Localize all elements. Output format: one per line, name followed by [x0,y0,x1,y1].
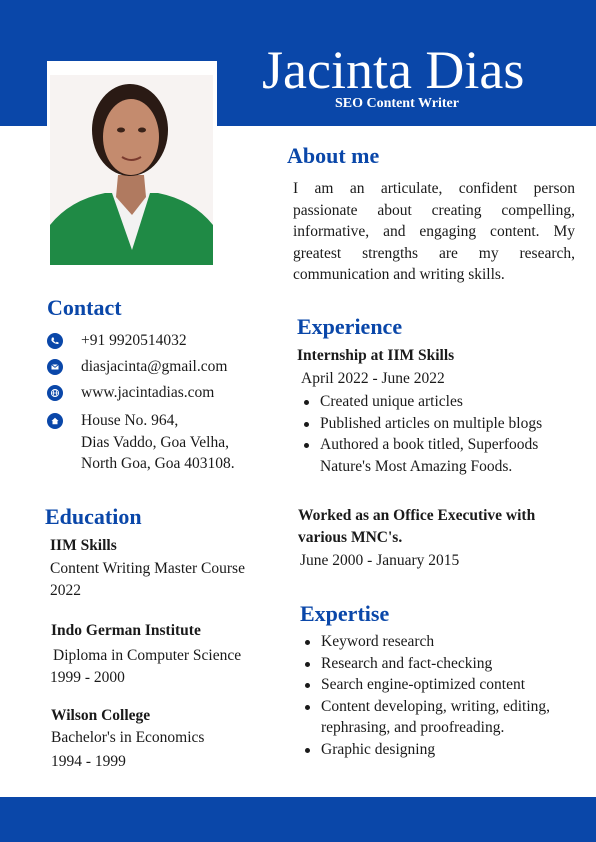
education-school: IIM Skills [50,537,117,554]
home-icon [47,413,63,429]
education-years: 1999 - 2000 [50,669,125,686]
job-bullets [298,391,568,477]
website-text[interactable]: www.jacintadias.com [81,384,215,401]
footer-band [0,797,596,842]
email-text[interactable]: diasjacinta@gmail.com [81,358,228,375]
education-program: Content Writing Master Course [50,560,245,577]
list-item: Content developing, writing, editing, rephrasing, and proofreading. [299,696,581,739]
address-line: North Goa, Goa 403108. [81,455,235,472]
education-heading: Education [45,504,142,529]
education-years: 1994 - 1999 [51,753,126,770]
contact-address [47,410,235,475]
list-item: Published articles on multiple blogs [298,413,568,435]
address-line: House No. 964, [81,412,179,429]
list-item: Created unique articles [298,391,568,413]
expertise-list [299,631,581,760]
education-program: Diploma in Computer Science [53,647,242,664]
globe-icon [47,385,63,401]
list-item: Authored a book titled, Superfoods Nature's Most Amazing Foods. [298,434,568,477]
job-dates: June 2000 - January 2015 [300,552,460,569]
education-years: 2022 [50,582,81,599]
contact-email [47,356,227,378]
job-title: Internship at IIM Skills [297,347,455,364]
experience-heading: Experience [297,314,403,339]
about-body: I am an articulate, confident person passionate about creating compelling, informative, and engaging content. My greatest strengths are my research, communication and writing skills. [293,180,575,283]
education-program: Bachelor's in Economics [51,729,205,746]
contact-phone [47,330,187,352]
profile-photo [50,75,213,265]
person-name: Jacinta Dias [262,40,525,100]
contact-heading: Contact [47,295,122,320]
list-item: Search engine-optimized content [299,674,581,696]
list-item: Graphic designing [299,739,581,761]
phone-text: +91 9920514032 [81,332,187,349]
phone-icon [47,333,63,349]
list-item: Keyword research [299,631,581,653]
address-text [81,410,235,475]
expertise-heading: Expertise [300,601,390,626]
education-school: Wilson College [51,707,151,724]
contact-website [47,382,214,404]
list-item: Research and fact-checking [299,653,581,675]
email-icon [47,359,63,375]
job-dates: April 2022 - June 2022 [301,370,445,387]
job-title: Worked as an Office Executive with various MNC's. [298,507,536,546]
about-heading: About me [287,143,380,168]
education-school: Indo German Institute [51,622,201,639]
address-line: Dias Vaddo, Goa Velha, [81,433,229,451]
job-title: SEO Content Writer [335,96,459,111]
